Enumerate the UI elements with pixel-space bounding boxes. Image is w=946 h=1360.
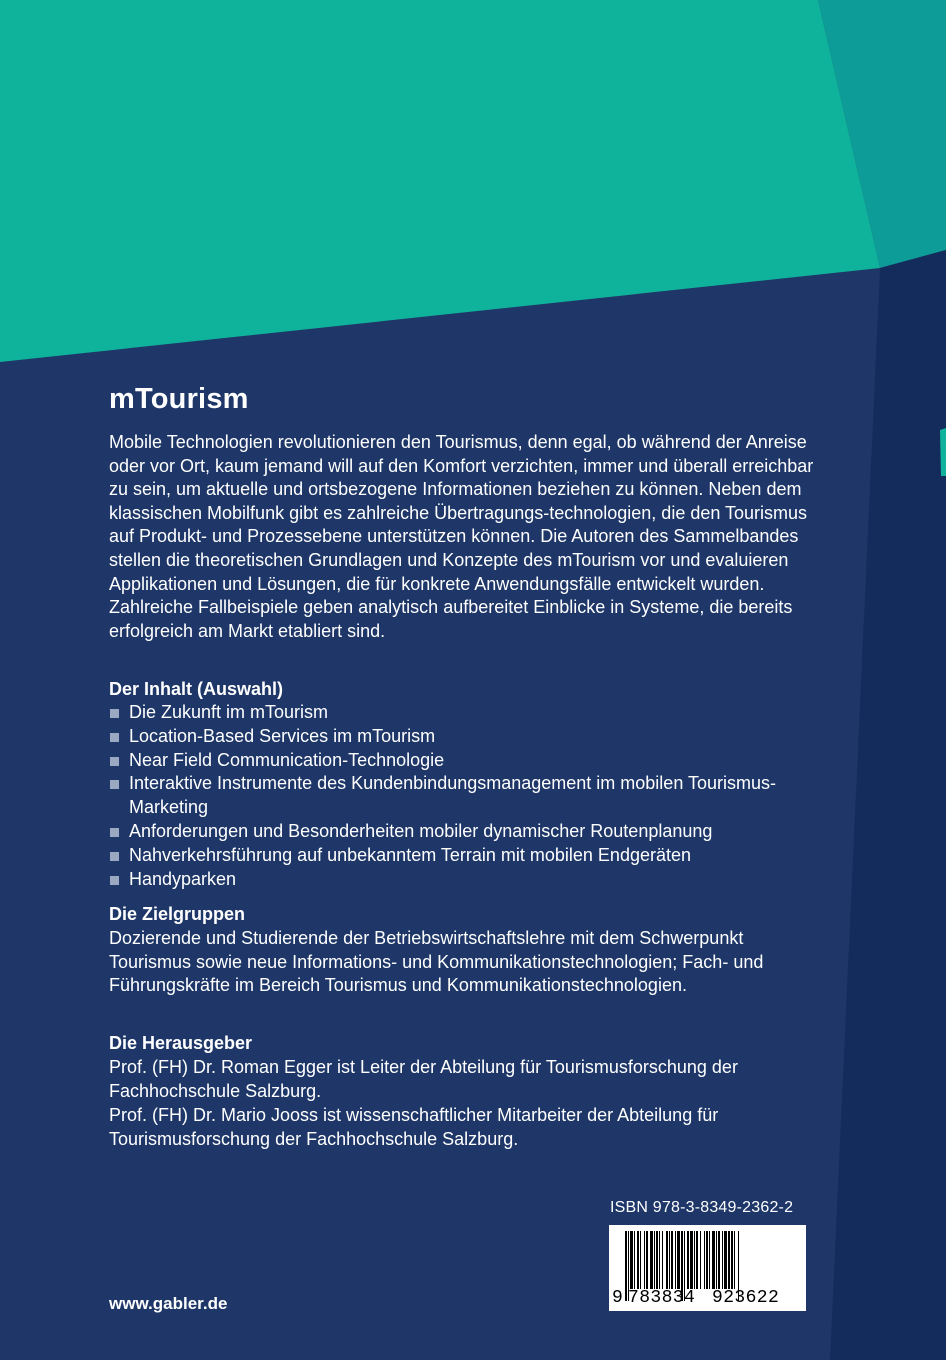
barcode-bar: [709, 1231, 710, 1289]
barcode-bar: [669, 1231, 670, 1289]
barcode-bar: [640, 1231, 641, 1289]
barcode-digit-group-left: 783834: [628, 1288, 696, 1308]
square-bullet-icon: [110, 828, 119, 837]
square-bullet-icon: [110, 852, 119, 861]
inhalt-heading: Der Inhalt (Auswahl): [109, 679, 284, 699]
barcode-bar: [677, 1231, 680, 1289]
list-item: Handyparken: [109, 868, 829, 892]
square-bullet-icon: [110, 876, 119, 885]
inhalt-list: [109, 701, 829, 891]
teal-edge-mark: [940, 428, 946, 476]
list-item: Nahverkehrsführung auf unbekanntem Terrain mit mobilen Endgeräten: [109, 844, 829, 868]
barcode-digit-group-right: 923622: [712, 1288, 780, 1308]
barcode-bar: [700, 1231, 701, 1289]
barcode-bar: [654, 1231, 655, 1289]
barcode-bar: [712, 1231, 715, 1289]
barcode-bar: [650, 1231, 653, 1289]
book-title: mTourism: [109, 383, 249, 415]
barcode-bar: [659, 1231, 660, 1289]
barcode: [609, 1225, 806, 1311]
publisher-url: www.gabler.de: [109, 1294, 228, 1313]
isbn-label: ISBN 978-3-8349-2362-2: [610, 1199, 794, 1216]
barcode-bar: [666, 1231, 668, 1289]
intro-paragraph: Mobile Technologien revolutionieren den Tourismus, denn egal, ob während der Anreise oder vor Ort, kaum jemand will auf den Komfort verzichten, immer und überall erreichbar zu sein, um aktuelle und ortsbezogene Informationen beziehen zu können. Neben dem klassischen Mobilfunk gibt es zahlreiche Übertragungs-technologien, die den Tourismus auf Produkt- und Prozessebene unterstützen können. Die Autoren des Sammelbandes stellen die theoretischen Grundlagen und Konzepte des mTourism vor und evaluieren Applikationen und Lösungen, die für konkrete Anwendungsfälle entwickelt wurden. Zahlreiche Fallbeispiele geben analytisch aufbereitet Einblicke in Systeme, die bereits erfolgreich am Markt etabliert sind.: [109, 432, 814, 641]
barcode-bar: [696, 1231, 698, 1289]
barcode-bar: [634, 1231, 635, 1289]
barcode-bar: [656, 1231, 658, 1289]
barcode-bar: [716, 1231, 717, 1289]
barcode-bar: [687, 1231, 689, 1289]
barcode-bar: [694, 1231, 695, 1289]
barcode-bar: [731, 1231, 733, 1289]
barcode-bar: [718, 1231, 720, 1289]
square-bullet-icon: [110, 709, 119, 718]
barcode-bar: [675, 1231, 676, 1289]
barcode-bar: [734, 1231, 735, 1289]
barcode-bar: [722, 1231, 723, 1289]
barcode-bar: [644, 1231, 645, 1289]
list-item: Location-Based Services im mTourism: [109, 725, 829, 749]
barcode-bar: [630, 1231, 633, 1289]
barcode-bar: [671, 1231, 673, 1289]
list-item: Interaktive Instrumente des Kundenbindungsmanagement im mobilen Tourismus-Marketing: [109, 772, 829, 820]
zielgruppen-text: Dozierende und Studierende der Betriebswirtschaftslehre mit dem Schwerpunkt Tourismus sowie neue Informations- und Kommunikationstechnologien; Fach- und Führungskräfte im Bereich Tourismus und Kommunikationstechnologien.: [109, 928, 764, 996]
herausgeber-text-egger: Prof. (FH) Dr. Roman Egger ist Leiter der Abteilung für Tourismusforschung der Fachhochschule Salzburg.: [109, 1057, 738, 1101]
barcode-digit-first: 9: [612, 1288, 623, 1308]
list-item: Anforderungen und Besonderheiten mobiler dynamischer Routenplanung: [109, 820, 829, 844]
barcode-bar: [690, 1231, 693, 1289]
zielgruppen-heading: Die Zielgruppen: [109, 904, 246, 924]
square-bullet-icon: [110, 757, 119, 766]
barcode-bar: [728, 1231, 730, 1289]
herausgeber-text-jooss: Prof. (FH) Dr. Mario Jooss ist wissenschaftlicher Mitarbeiter der Abteilung für Tourismusforschung der Fachhochschule Salzburg.: [109, 1105, 719, 1149]
list-item: Near Field Communication-Technologie: [109, 749, 829, 773]
barcode-bar: [706, 1231, 708, 1289]
barcode-bar: [637, 1231, 639, 1289]
barcode-bar: [646, 1231, 648, 1289]
barcode-digits: [609, 1288, 806, 1310]
list-item: Die Zukunft im mTourism: [109, 701, 829, 725]
barcode-bar: [662, 1231, 663, 1289]
herausgeber-heading: Die Herausgeber: [109, 1033, 253, 1053]
square-bullet-icon: [110, 780, 119, 789]
square-bullet-icon: [110, 733, 119, 742]
barcode-bar: [724, 1231, 727, 1289]
barcode-bar: [704, 1231, 705, 1289]
